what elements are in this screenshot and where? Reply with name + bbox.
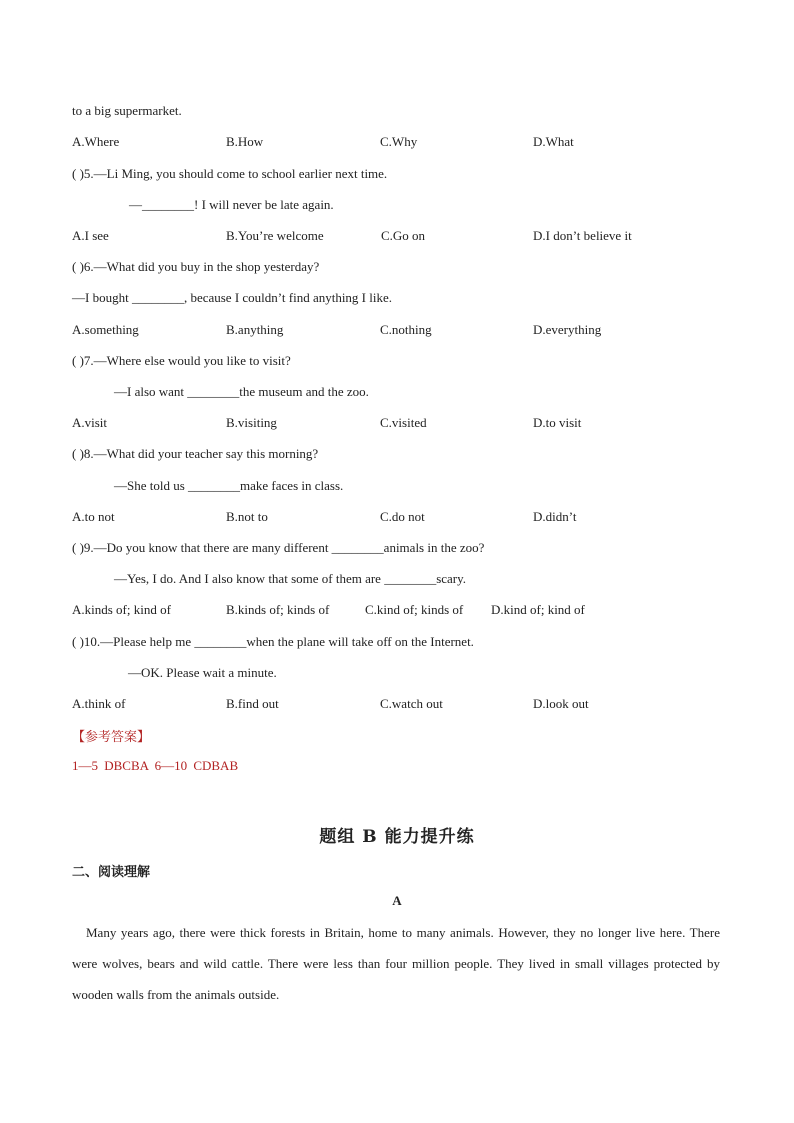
option-c: C.visited	[380, 415, 427, 430]
option-b: B.not to	[226, 509, 268, 524]
option-d: D.to visit	[533, 415, 582, 430]
option-a: A.kinds of; kind of	[72, 602, 171, 617]
option-b: B.How	[226, 134, 264, 149]
question-9: ( )9.—Do you know that there are many different ________animals in the zoo?	[72, 540, 485, 555]
option-c: C.Go on	[381, 228, 426, 243]
option-c: C.nothing	[380, 322, 432, 337]
option-c: C.kind of; kinds of	[365, 602, 464, 617]
question-5: ( )5.—Li Ming, you should come to school earlier next time.	[72, 166, 388, 181]
question-7: ( )7.—Where else would you like to visit?	[72, 353, 291, 368]
question-8-reply: —She told us ________make faces in class.	[114, 478, 344, 493]
option-b: B.kinds of; kinds of	[226, 602, 330, 617]
question-4-continuation: to a big supermarket.	[72, 103, 182, 118]
answer-key-line: 1—5 DBCBA 6—10 CDBAB	[72, 758, 239, 773]
option-a: A.I see	[72, 228, 109, 243]
question-9-reply: —Yes, I do. And I also know that some of them are ________scary.	[114, 571, 467, 586]
passage-label: A	[392, 893, 402, 908]
option-b: B.You’re welcome	[226, 228, 324, 243]
option-c: C.watch out	[380, 696, 443, 711]
option-b: B.visiting	[226, 415, 277, 430]
question-10-reply: —OK. Please wait a minute.	[128, 665, 277, 680]
option-d: D.didn’t	[533, 509, 577, 524]
option-d: D.kind of; kind of	[491, 602, 585, 617]
section-subtitle: 二、阅读理解	[72, 865, 151, 880]
option-b: B.anything	[226, 322, 284, 337]
option-b: B.find out	[226, 696, 279, 711]
option-d: D.What	[533, 134, 574, 149]
question-5-reply: —________! I will never be late again.	[129, 197, 334, 212]
option-a: A.to not	[72, 509, 115, 524]
answer-key-heading: 【参考答案】	[72, 729, 151, 744]
question-6-reply: —I bought ________, because I couldn’t find anything I like.	[72, 290, 393, 305]
option-d: D.I don’t believe it	[533, 228, 632, 243]
option-a: A.think of	[72, 696, 126, 711]
option-d: D.everything	[533, 322, 602, 337]
question-10: ( )10.—Please help me ________when the plane will take off on the Internet.	[72, 634, 474, 649]
question-6: ( )6.—What did you buy in the shop yesterday?	[72, 259, 320, 274]
passage-paragraph: Many years ago, there were thick forests in Britain, home to many animals. However, they no longer live here. There were wolves, bears and wild cattle. There were less than four million people. They lived in small villages protected by wooden walls from the animals outside.	[72, 925, 720, 1002]
option-a: A.something	[72, 322, 139, 337]
option-c: C.do not	[380, 509, 425, 524]
option-d: D.look out	[533, 696, 589, 711]
question-7-reply: —I also want ________the museum and the zoo.	[114, 384, 369, 399]
question-8: ( )8.—What did your teacher say this morning?	[72, 446, 319, 461]
section-title: 题组 B 能力提升练	[319, 827, 475, 847]
option-a: A.Where	[72, 134, 120, 149]
option-c: C.Why	[380, 134, 418, 149]
option-a: A.visit	[72, 415, 108, 430]
